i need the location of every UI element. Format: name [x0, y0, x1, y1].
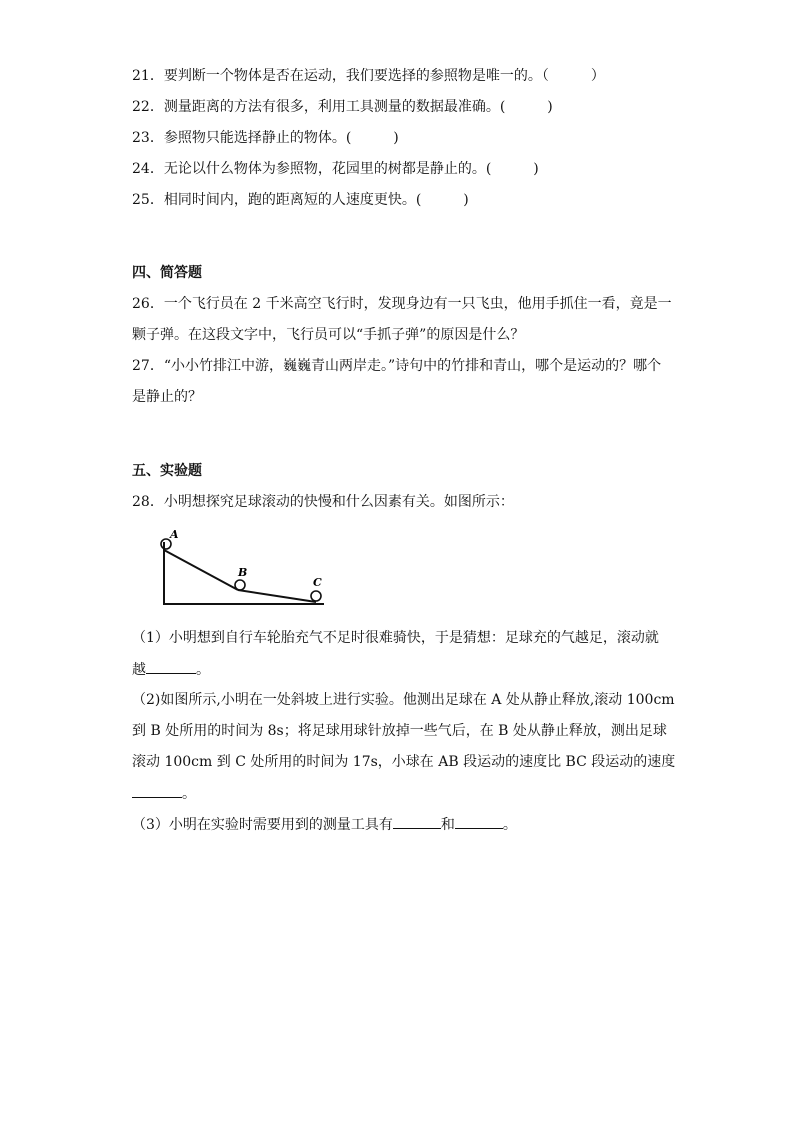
part-3-text-after: 。 [502, 817, 517, 833]
section-4-title: 四、简答题 [132, 265, 202, 281]
slope-ab [164, 550, 238, 590]
question-26-line-2: 颗子弹。在这段文字中，飞行员可以“手抓子弹”的原因是什么？ [132, 327, 525, 343]
part-1-text-before: 越 [132, 662, 146, 678]
question-28-part-3 [132, 814, 517, 835]
question-27-line-1: 27．“小小竹排江中游，巍巍青山两岸走。”诗句中的竹排和青山，哪个是运动的？哪个 [132, 358, 662, 374]
ball-b [235, 580, 245, 590]
question-21: 21．要判断一个物体是否在运动，我们要选择的参照物是唯一的。（ ） [132, 68, 605, 84]
question-28-part-2-line-4 [132, 783, 196, 804]
part-3-text-middle: 和 [440, 817, 455, 833]
slope-bc [238, 590, 316, 602]
part-2-text-after: 。 [182, 786, 196, 802]
question-24: 24．无论以什么物体为参照物，花园里的树都是静止的。( ) [132, 161, 539, 177]
question-28-part-1-line-1: （1）小明想到自行车轮胎充气不足时很难骑快，于是猜想：足球充的气越足，滚动就 [132, 630, 659, 646]
question-28-part-2-line-3: 滚动 100cm 到 C 处所用的时间为 17s，小球在 AB 段运动的速度比 BC 段运动的速度 [132, 754, 676, 770]
question-22: 22．测量距离的方法有很多，利用工具测量的数据最准确。( ) [132, 99, 553, 115]
label-b: B [238, 566, 248, 579]
answer-blank-3[interactable] [393, 814, 441, 829]
question-28-part-1-line-2 [132, 659, 210, 680]
question-27-line-2: 是静止的？ [132, 389, 202, 405]
answer-blank-2[interactable] [132, 783, 182, 798]
answer-blank-4[interactable] [455, 814, 503, 829]
question-28-part-2-line-1: （2)如图所示,小明在一处斜坡上进行实验。他测出足球在 A 处从静止释放,滚动 100cm [132, 692, 675, 708]
slope-diagram [156, 530, 336, 610]
ball-c [311, 591, 321, 601]
question-28-part-2-line-2: 到 B 处所用的时间为 8s；将足球用球针放掉一些气后，在 B 处从静止释放，测出足球 [132, 723, 667, 739]
section-5-title: 五、实验题 [132, 463, 202, 479]
part-3-text-before: （3）小明在实验时需要用到的测量工具有 [132, 817, 393, 833]
label-a: A [170, 530, 179, 541]
label-c: C [313, 576, 322, 589]
question-26-line-1: 26．一个飞行员在 2 千米高空飞行时，发现身边有一只飞虫，他用手抓住一看，竟是一 [132, 296, 672, 312]
part-1-text-after: 。 [196, 662, 210, 678]
question-23: 23．参照物只能选择静止的物体。( ) [132, 130, 399, 146]
answer-blank-1[interactable] [146, 659, 196, 674]
question-25: 25．相同时间内，跑的距离短的人速度更快。( ) [132, 192, 469, 208]
question-28: 28．小明想探究足球滚动的快慢和什么因素有关。如图所示： [132, 494, 514, 510]
